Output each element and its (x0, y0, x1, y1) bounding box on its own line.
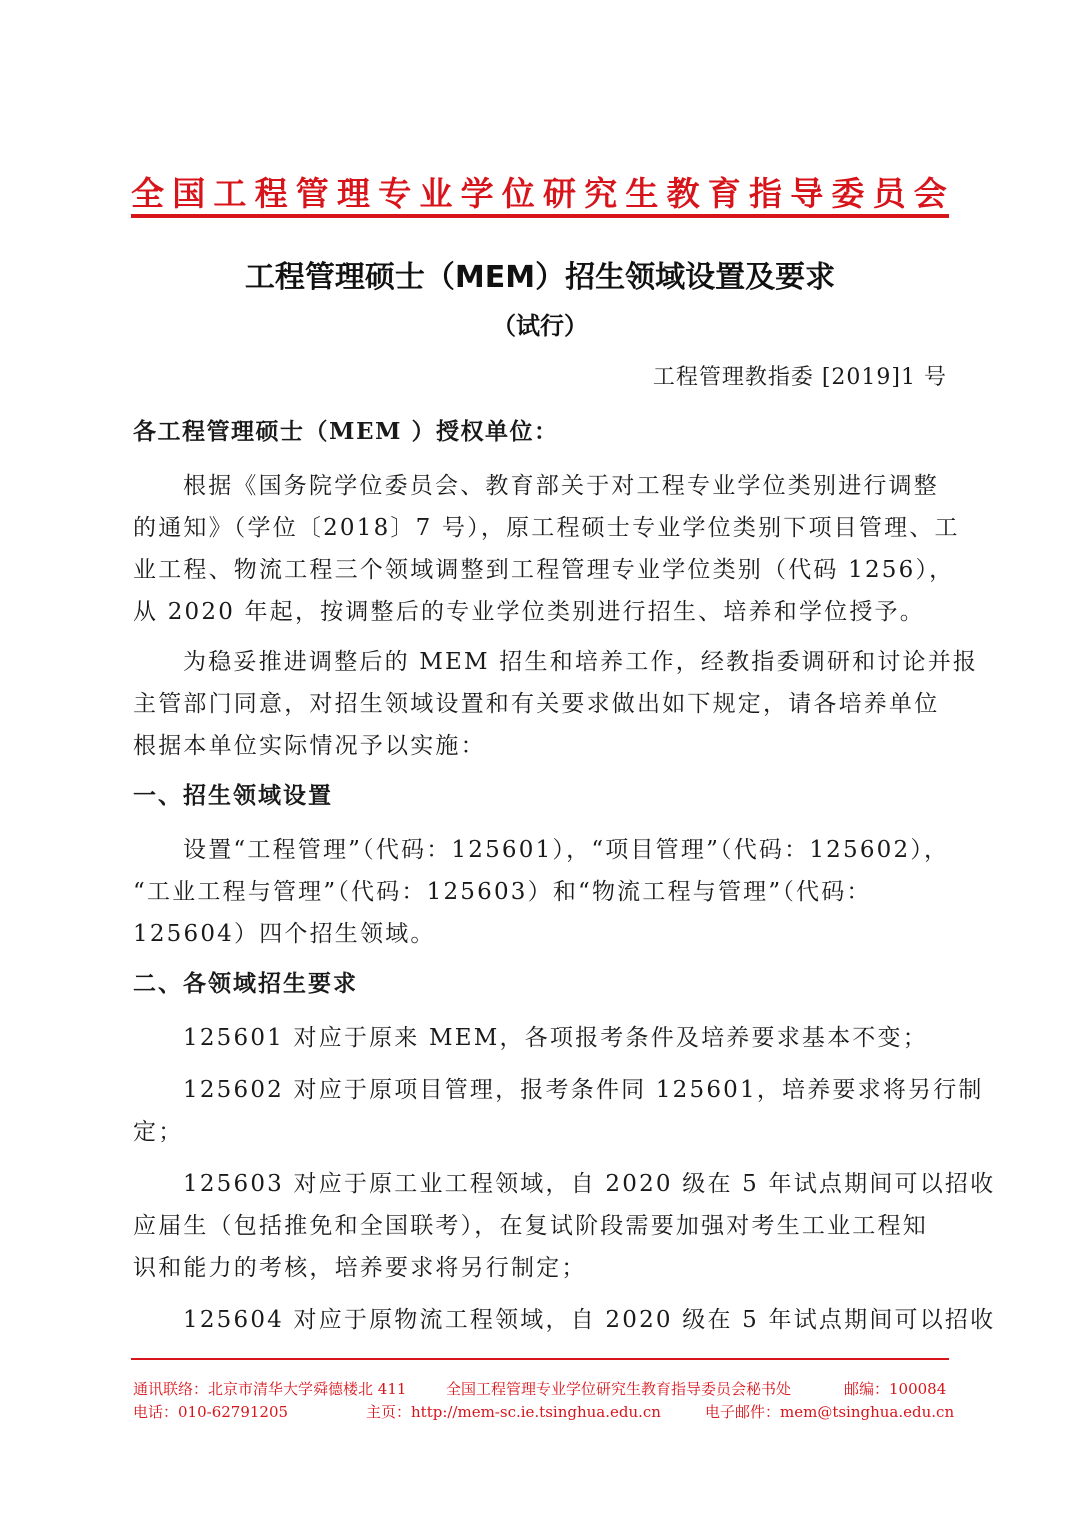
paragraph-line: 定； (133, 1119, 184, 1145)
paragraph-line: 从 2020 年起，按调整后的专业学位类别进行招生、培养和学位授予。 (133, 599, 925, 625)
paragraph-line: 应届生（包括推免和全国联考），在复试阶段需要加强对考生工业工程知 (133, 1213, 928, 1239)
salutation: 各工程管理硕士（MEM ）授权单位： (133, 418, 559, 445)
section-heading: 二、各领域招生要求 (133, 970, 358, 997)
footer-homepage[interactable]: 主页：http://mem-sc.ie.tsinghua.edu.cn (366, 1403, 661, 1421)
paragraph-line: 设置“工程管理”（代码：125601），“项目管理”（代码：125602）， (183, 837, 950, 863)
paragraph-line: 的通知》（学位〔2018〕7 号），原工程硕士专业学位类别下项目管理、工 (133, 515, 960, 541)
footer-phone: 电话：010-62791205 (133, 1403, 289, 1421)
footer-postcode: 邮编：100084 (844, 1380, 947, 1398)
paragraph-line: 125601 对应于原来 MEM，各项报考条件及培养要求基本不变； (183, 1025, 928, 1051)
document-number: 工程管理教指委 [2019]1 号 (652, 365, 947, 390)
paragraph-line: 主管部门同意，对招生领域设置和有关要求做出如下规定，请各培养单位 (133, 691, 940, 717)
footer-office: 全国工程管理专业学位研究生教育指导委员会秘书处 (446, 1380, 792, 1398)
document-subtitle: （试行） (492, 312, 588, 340)
footer-address: 通讯联络：北京市清华大学舜德楼北 411 (133, 1380, 407, 1398)
paragraph-line: 125604 对应于原物流工程领域，自 2020 级在 5 年试点期间可以招收 (183, 1307, 996, 1333)
paragraph-line: 125603 对应于原工业工程领域，自 2020 级在 5 年试点期间可以招收 (183, 1171, 996, 1197)
footer-email[interactable]: 电子邮件：mem@tsinghua.edu.cn (705, 1403, 955, 1421)
paragraph-line: 125602 对应于原项目管理，报考条件同 125601，培养要求将另行制 (183, 1077, 984, 1103)
footer-divider (131, 1358, 949, 1360)
section-heading: 一、招生领域设置 (133, 782, 333, 809)
paragraph-line: 125604）四个招生领域。 (133, 921, 436, 947)
paragraph-line: “工业工程与管理”（代码：125603）和“物流工程与管理”（代码： (133, 879, 872, 905)
paragraph-line: 根据《国务院学位委员会、教育部关于对工程专业学位类别进行调整 (183, 473, 939, 499)
document-title: 工程管理硕士（MEM）招生领域设置及要求 (244, 260, 836, 295)
paragraph-line: 识和能力的考核，培养要求将另行制定； (133, 1255, 587, 1281)
org-title: 全国工程管理专业学位研究生教育指导委员会 (131, 174, 955, 213)
header-divider (131, 214, 949, 218)
paragraph-line: 为稳妥推进调整后的 MEM 招生和培养工作，经教指委调研和讨论并报 (183, 649, 979, 675)
paragraph-line: 业工程、物流工程三个领域调整到工程管理专业学位类别（代码 1256）， (133, 557, 955, 583)
paragraph-line: 根据本单位实际情况予以实施： (133, 733, 486, 759)
